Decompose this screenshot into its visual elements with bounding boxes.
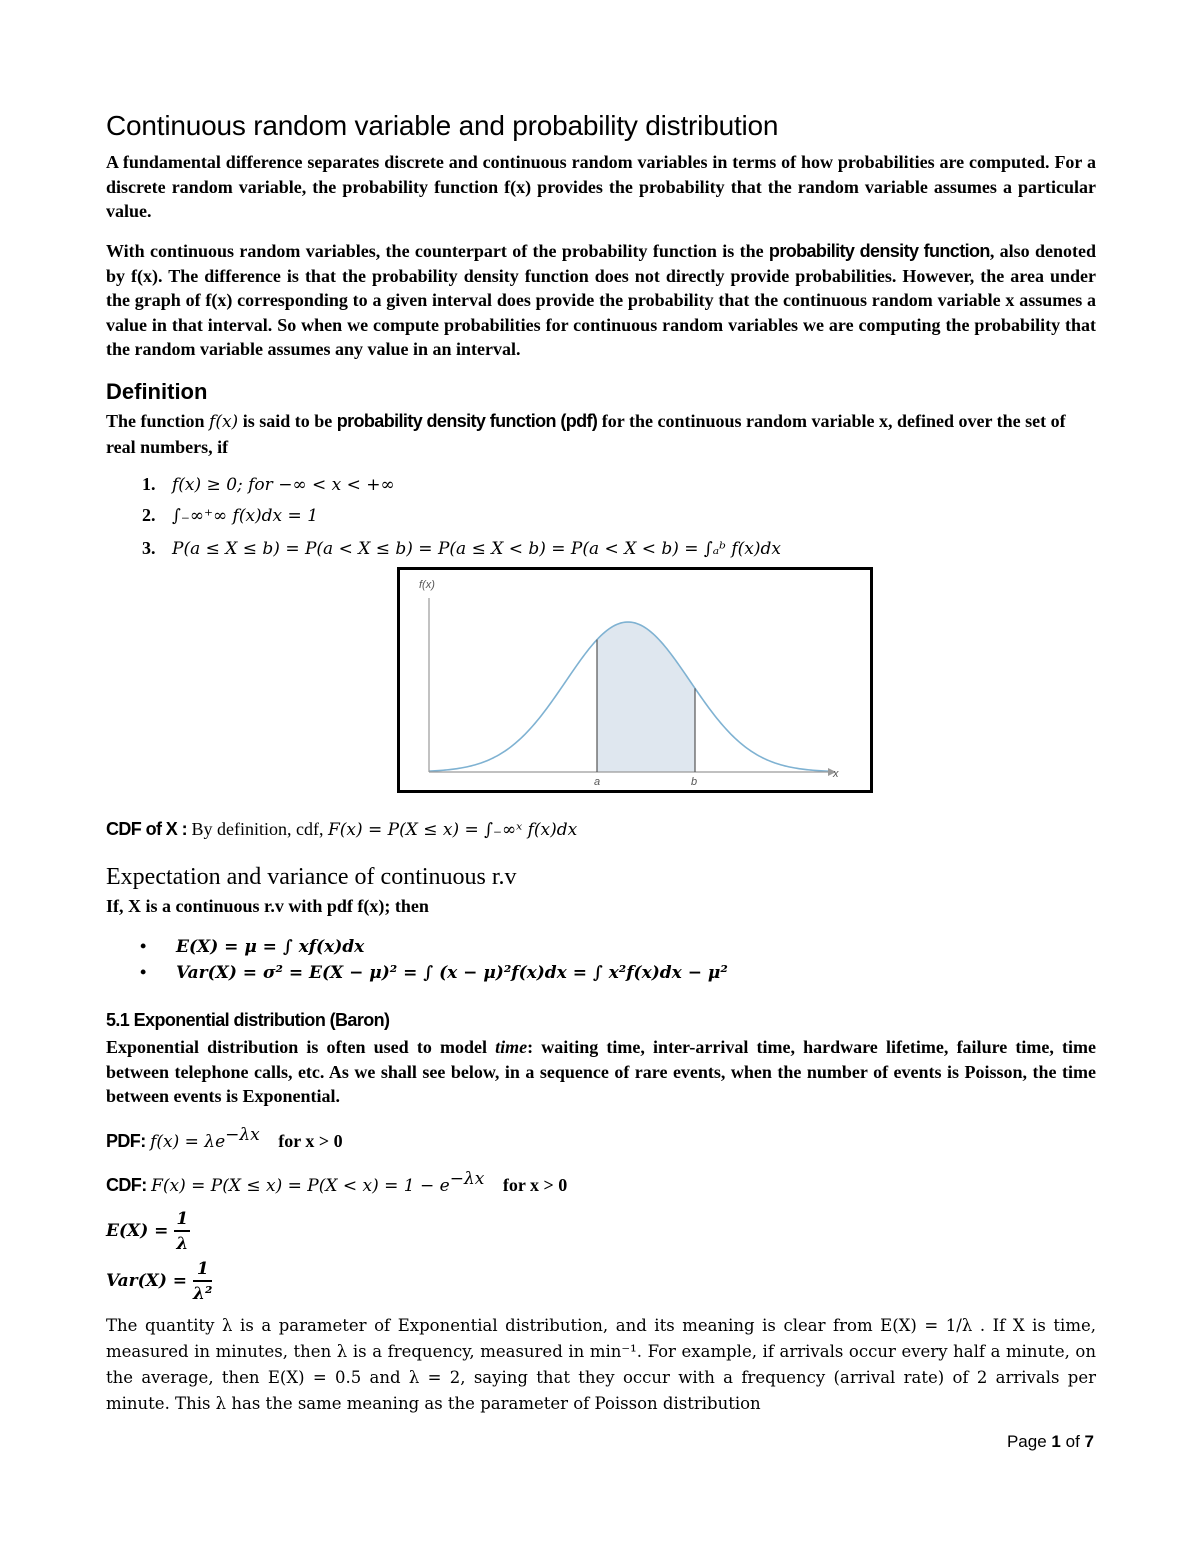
- bullet-expectation: • E(X) = μ = ∫ xf(x)dx: [140, 936, 365, 957]
- definition-text-b: is said to be: [238, 411, 337, 431]
- page-title: Continuous random variable and probability distribution: [106, 110, 779, 141]
- time-term: time: [495, 1037, 528, 1057]
- expectation-heading: Expectation and variance of continuous r.v: [106, 864, 517, 890]
- y-axis-label: f(x): [419, 579, 435, 591]
- exponential-pdf: PDF: $f(x) = \lambda e^{-\lambda x}$ for x > 0: [106, 1125, 343, 1152]
- condition-1: 1. f(x) ≥ 0; for −∞ < x < +∞: [142, 474, 395, 495]
- expectation-intro: If, X is a continuous r.v with pdf f(x); then: [106, 896, 429, 916]
- condition-2: 2. ∫₋∞⁺∞ f(x)dx = 1: [142, 505, 319, 526]
- x-axis-label: x: [833, 768, 839, 780]
- pdf-term: probability density function: [768, 241, 990, 261]
- exponential-mean: E(X) = $\frac{1}{\lambda}$: [106, 1209, 189, 1254]
- intro-p2-text-b: , also denoted by f(x). The difference is that the probability density function does not directly provide probabilities. However, the area under the graph of f(x) corresponding to a given interval does provide the probability that the continuous random variable x assumes a value in that interval. So when we compute probabilities for continuous random variables we are computing the probability that the random variable assumes any value in an interval.: [106, 241, 1096, 359]
- exponential-paragraph-1: Exponential distribution is often used to model time: waiting time, inter-arrival time, hardware lifetime, failure time, time between telephone calls, etc. As we shall see below, in a sequence of rare events, when the number of events is Poisson, the time between events is Exponential.: [106, 1037, 1096, 1106]
- exponential-cdf: CDF: $F(x) = P(X \le x) = P(X < x) = 1 - e^{-\lambda x}$ for x > 0: [106, 1169, 568, 1196]
- condition-3: 3. P(a ≤ X ≤ b) = P(a < X ≤ b) = P(a ≤ X < b) = P(a < X < b) = ∫ₐᵇ f(x)dx: [142, 538, 781, 559]
- cdf-label: CDF of X :: [106, 819, 187, 839]
- cdf-expr: F(x) = P(X ≤ x) = ∫₋∞ˣ f(x)dx: [327, 820, 578, 840]
- exponential-variance: Var(X) = $\frac{1}{\text{λ²}}$: [106, 1259, 213, 1304]
- a-label: a: [594, 776, 601, 788]
- pdf-term-2: probability density function (pdf): [336, 411, 598, 431]
- definition-fx: f(x): [209, 412, 239, 432]
- page-number: Page 1 of 7: [1006, 1432, 1094, 1451]
- cdf-text: By definition, cdf,: [187, 819, 328, 839]
- definition-text-a: The function: [106, 411, 210, 431]
- definition-text-c: for the continuous random variable x, defined over the set of real numbers, if: [106, 411, 1066, 457]
- density-curve-svg: [400, 570, 870, 790]
- intro-paragraph-1: A fundamental difference separates discrete and continuous random variables in terms of how probabilities are computed. For a discrete random variable, the probability function f(x) provides the probability that the random variable assumes a particular value.: [106, 152, 1096, 221]
- intro-p2-text-a: With continuous random variables, the counterpart of the probability function is the: [106, 241, 769, 261]
- bullet-variance: • Var(X) = σ² = E(X − μ)² = ∫ (x − μ)²f(x)dx = ∫ x²f(x)dx − μ²: [140, 962, 728, 983]
- b-label: b: [691, 776, 698, 788]
- shaded-area-a-to-b: [597, 622, 695, 772]
- definition-text: [106, 409, 1096, 459]
- normal-curve-figure: [397, 567, 873, 793]
- exponential-paragraph-2: The quantity λ is a parameter of Exponential distribution, and its meaning is clear from E(X) = 1/λ . If X is time, measured in minutes, then λ is a frequency, measured in min⁻¹. For example, if arrivals occur every half a minute, on the average, then E(X) = 0.5 and λ = 2, saying that they occur with a frequency (arrival rate) of 2 arrivals per minute. This λ has the same meaning as the parameter of Poisson distribution: [106, 1316, 1096, 1413]
- intro-paragraph-2: [106, 239, 1096, 362]
- definition-heading: Definition: [106, 379, 208, 404]
- cdf-definition: [106, 819, 577, 840]
- exponential-heading: 5.1 Exponential distribution (Baron): [106, 1010, 390, 1030]
